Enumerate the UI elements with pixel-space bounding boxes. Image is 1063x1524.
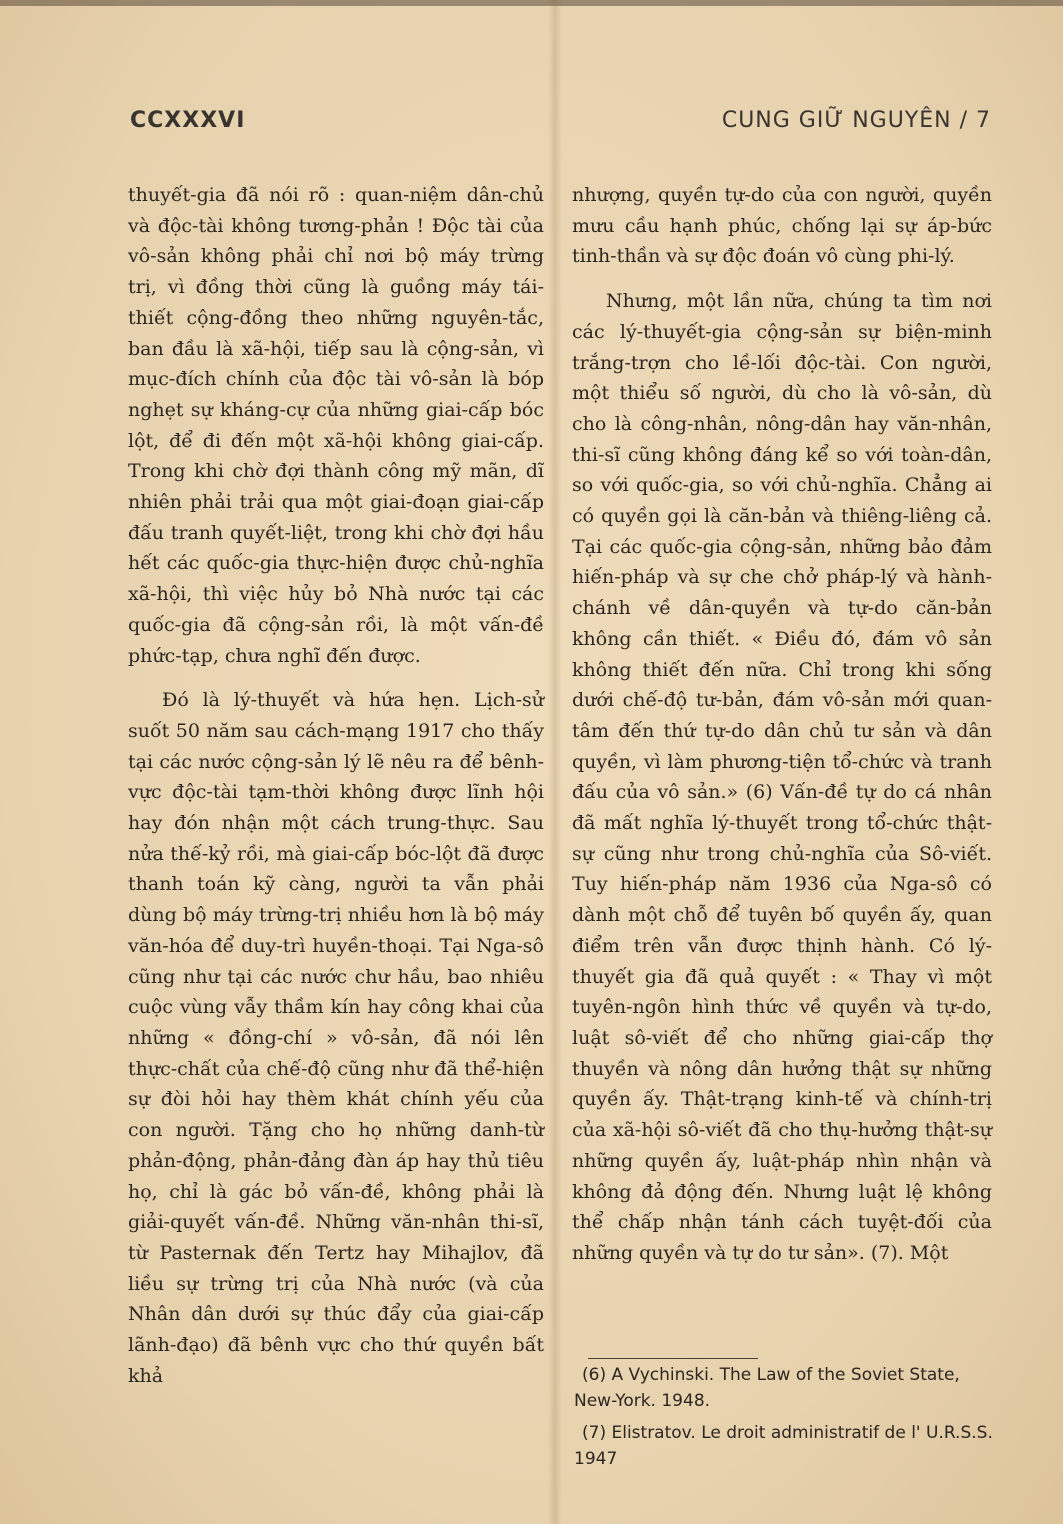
right-text-column — [572, 180, 992, 1269]
footnote-7: (7) Elistratov. Le droit administratif de l' U.R.S.S. 1947 — [574, 1423, 993, 1469]
page-fold-shadow — [548, 0, 562, 1524]
left-text-column — [128, 180, 544, 1391]
running-title-header: CUNG GIỮ NGUYÊN / 7 — [721, 108, 991, 133]
left-paragraph-1: thuyết-gia đã nói rõ : quan-niệm dân-chủ và độc-tài không tương-phản ! Độc tài của vô-sản không phải chỉ nơi bộ máy trừng trị, vì đồng thời cũng là guồng máy tái-thiết cộng-đồng theo những nguyên-tắc, ban đầu là xã-hội, tiếp sau là cộng-sản, vì mục-đích chính của độc tài vô-sản là bóp nghẹt sự kháng-cự của những giai-cấp bóc lột, để đi đến một xã-hội không giai-cấp. Trong khi chờ đợi thành công mỹ mãn, dĩ nhiên phải trải qua một giai-đoạn giai-cấp đấu tranh quyết-liệt, trong khi chờ đợi hầu hết các quốc-gia thực-hiện được chủ-nghĩa xã-hội, thì việc hủy bỏ Nhà nước tại các quốc-gia đã cộng-sản rồi, là một vấn-đề phức-tạp, chưa nghĩ đến được. — [128, 184, 544, 667]
right-paragraph-2: Nhưng, một lần nữa, chúng ta tìm nơi các lý-thuyết-gia cộng-sản sự biện-minh trắng-trợn cho lề-lối độc-tài. Con người, một thiểu số người, dù cho là vô-sản, dù cho là công-nhân, nông-dân hay văn-nhân, thi-sĩ cũng không đáng kể so với toàn-dân, so với quốc-gia, so với chủ-nghĩa. Chẳng ai có quyền gọi là căn-bản và thiêng-liêng cả. Tại các quốc-gia cộng-sản, những bảo đảm hiến-pháp và sự che chở pháp-lý và hành-chánh về dân-quyền và tự-do căn-bản không cần thiết. « Điều đó, đám vô sản không thiết đến nữa. Chỉ trong khi sống dưới chế-độ tư-bản, đám vô-sản mới quan-tâm đến thứ tự-do dân chủ tư sản và dân quyền, vì làm phương-tiện tổ-chức và tranh đấu của vô sản.» (6) Vấn-đề tự do cá nhân đã mất nghĩa lý-thuyết trong tổ-chức thật-sự cũng như trong chủ-nghĩa của Sô-viết. Tuy hiến-pháp năm 1936 của Nga-sô có dành một chỗ để tuyên bố quyền ấy, quan điểm trên vẫn được thịnh hành. Có lý-thuyết gia đã quả quyết : « Thay vì một tuyên-ngôn hình thức về quyền và tự-do, luật sô-viết để cho những giai-cấp thợ thuyền và nông dân hưởng thật sự những quyền ấy. Thật-trạng kinh-tế và chính-trị của xã-hội sô-viết đã cho thụ-hưởng thật-sự những quyền ấy, luật-pháp nhìn nhận và không đả động đến. Nhưng luật lệ không thể chấp nhận tánh cách tuyệt-đối của những quyền và tự do tư sản». (7). Một — [572, 290, 992, 1264]
footnote-divider — [588, 1358, 758, 1359]
footnote-6: (6) A Vychinski. The Law of the Soviet State, New-York. 1948. — [574, 1365, 960, 1411]
page-number-header: CCXXXVI — [130, 108, 246, 133]
footnotes — [574, 1362, 994, 1478]
left-paragraph-2: Đó là lý-thuyết và hứa hẹn. Lịch-sử suốt 50 năm sau cách-mạng 1917 cho thấy tại các nước cộng-sản lý lẽ nêu ra để bênh-vực độc-tài tạm-thời không được lĩnh hội hay đón nhận một cách trung-thực. Sau nửa thế-kỷ rồi, mà giai-cấp bóc-lột đã được thanh toán kỹ càng, người ta vẫn phải dùng bộ máy trừng-trị nhiều hơn là bộ máy văn-hóa để duy-trì huyền-thoại. Tại Nga-sô cũng như tại các nước chư hầu, bao nhiêu cuộc vùng vẫy thầm kín hay công khai của những « đồng-chí » vô-sản, đã nói lên thực-chất của chế-độ cũng như đã thể-hiện sự đòi hỏi hay thèm khát chính yếu của con người. Tặng cho họ những danh-từ phản-động, phản-đảng đàn áp hay thủ tiêu họ, chỉ là gác bỏ vấn-đề, không phải là giải-quyết vấn-đề. Những văn-nhân thi-sĩ, từ Pasternak đến Tertz hay Mihajlov, đã liều sự trừng trị của Nhà nước (và của Nhân dân dưới sự thúc đẩy của giai-cấp lãnh-đạo) đã bênh vực cho thứ quyền bất khả — [128, 689, 544, 1387]
right-paragraph-1: nhượng, quyền tự-do của con người, quyền mưu cầu hạnh phúc, chống lại sự áp-bức tinh-thần và sự độc đoán vô cùng phi-lý. — [572, 184, 992, 268]
